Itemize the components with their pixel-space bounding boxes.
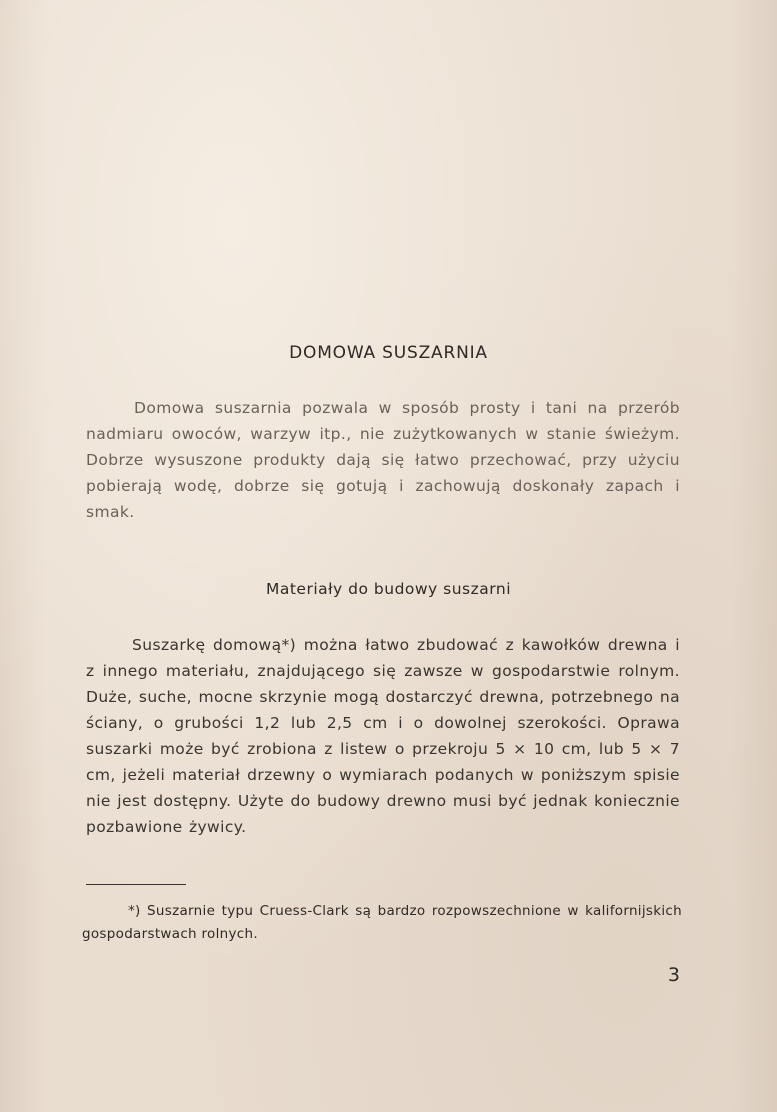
section-title: Materiały do budowy suszarni xyxy=(265,580,512,598)
page-number: 3 xyxy=(667,964,680,986)
page-title: DOMOWA SUSZARNIA xyxy=(289,343,488,363)
intro-paragraph: Domowa suszarnia pozwala w sposób prosty i tani na przerób nadmiaru owoców, warzyw itp., nie zużytkowanych w stanie świeżym. Dobrze wysuszone produkty dają się łatwo przechować, przy użyciu pobierają wodę, dobrze się gotują i zachowują doskonały zapach i smak. xyxy=(86,399,680,521)
section-paragraph: Suszarkę domową*) można łatwo zbudować z kawołków drewna i z innego materiału, znajdującego się zawsze w gospodarstwie rolnym. Duże, suche, mocne skrzynie mogą dostarczyć drewna, potrzebnego na ściany, o grubości 1,2 lub 2,5 cm i o dowolnej szerokości. Oprawa suszarki może być zrobiona z listew o przekroju 5 × 10 cm, lub 5 × 7 cm, jeżeli materiał drzewny o wymiarach podanych w poniższym spisie nie jest dostępny. Użyte do budowy drewno musi być jednak koniecznie pozbawione żywicy. xyxy=(86,636,680,836)
footnote-divider xyxy=(86,884,186,885)
footnote: *) Suszarnie typu Cruess-Clark są bardzo rozpowszechnione w kalifornijskich gospodarstwach rolnych. xyxy=(82,903,682,942)
